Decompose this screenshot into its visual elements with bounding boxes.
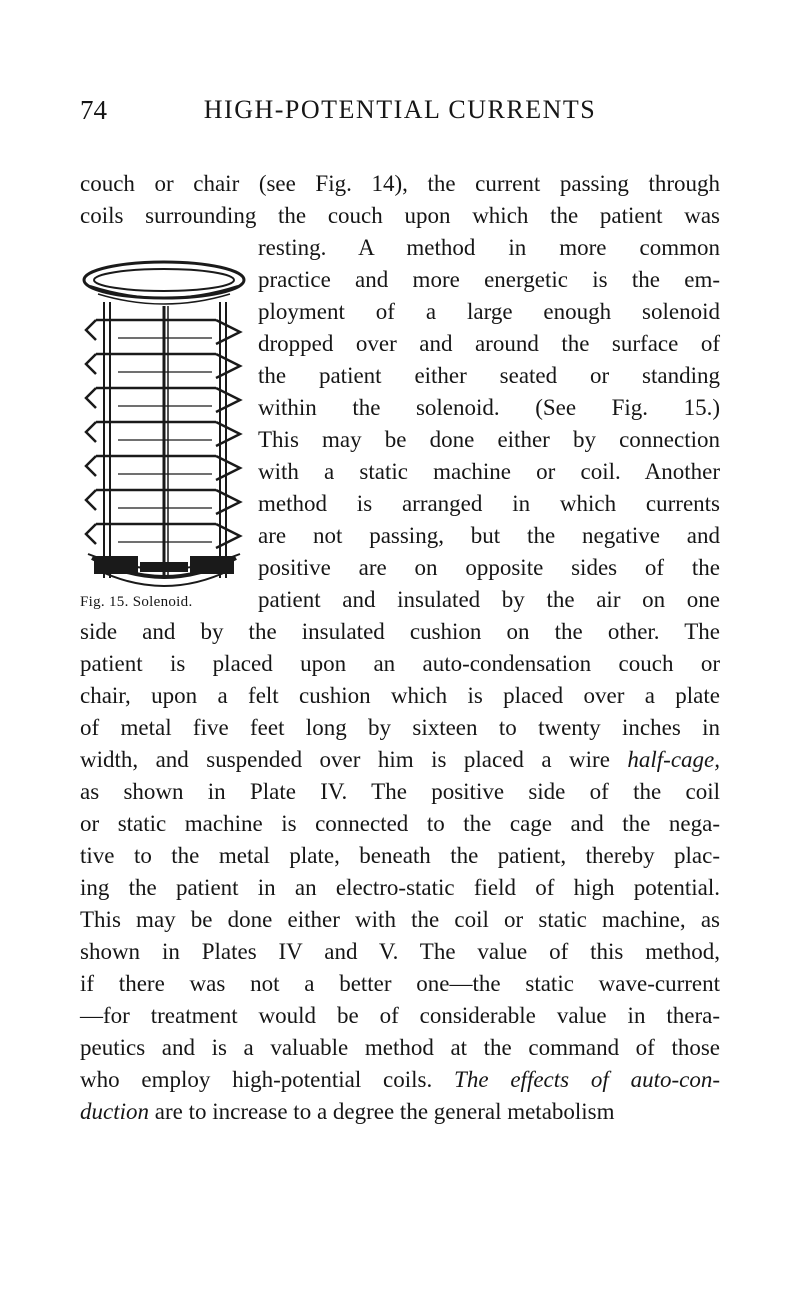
text-line: side and by the insulated cushion on the other. The [80, 619, 720, 644]
text-line: ing the patient in an electro-static field of high potential. [80, 875, 720, 900]
figure-caption: Fig. 15. Solenoid. [80, 594, 193, 610]
text-line: as shown in Plate IV. The positive side of the coil [80, 779, 720, 804]
text-line: method is arranged in which currents [258, 491, 720, 516]
text-line: positive are on opposite sides of the [258, 555, 720, 580]
text-segment: who employ high-potential coils. [80, 1067, 433, 1092]
text-line [80, 744, 720, 776]
solenoid-figure [80, 258, 248, 592]
text-line: coils surrounding the couch upon which the patient was [80, 203, 720, 228]
text-line: if there was not a better one—the static wave-current [80, 971, 720, 996]
italic-term: half-cage, [627, 747, 721, 772]
text-line: practice and more energetic is the em- [258, 267, 720, 292]
text-line: within the solenoid. (See Fig. 15.) [258, 395, 720, 420]
text-line: This may be done either with the coil or static machine, as [80, 907, 720, 932]
text-segment: are to increase to a degree the general metabolism [154, 1099, 615, 1124]
text-line: This may be done either by connection [258, 427, 720, 452]
text-line: tive to the metal plate, beneath the patient, thereby plac- [80, 843, 720, 868]
text-line: —for treatment would be of considerable value in thera- [80, 1003, 720, 1028]
page-number: 74 [80, 95, 107, 125]
text-line: peutics and is a valuable method at the command of those [80, 1035, 720, 1060]
text-line: with a static machine or coil. Another [258, 459, 720, 484]
italic-term: The effects of auto-con- [454, 1067, 721, 1092]
text-line: chair, upon a felt cushion which is placed over a plate [80, 683, 720, 708]
text-line: couch or chair (see Fig. 14), the current passing through [80, 171, 720, 196]
text-line [80, 1064, 720, 1096]
text-line: patient is placed upon an auto-condensation couch or [80, 651, 720, 676]
text-line: or static machine is connected to the cage and the nega- [80, 811, 720, 836]
text-line: of metal five feet long by sixteen to twenty inches in [80, 715, 720, 740]
page-header [80, 95, 720, 135]
text-line: ployment of a large enough solenoid [258, 299, 720, 324]
text-line: resting. A method in more common [258, 235, 720, 260]
text-line [80, 1096, 720, 1128]
text-line: the patient either seated or standing [258, 363, 720, 388]
text-segment: width, and suspended over him is placed a wire [80, 747, 610, 772]
text-line: patient and insulated by the air on one [258, 587, 720, 612]
solenoid-coil-illustration [80, 258, 248, 592]
text-line: dropped over and around the surface of [258, 331, 720, 356]
running-head: HIGH-POTENTIAL CURRENTS [203, 95, 597, 124]
italic-term: duction [80, 1099, 149, 1124]
text-line: shown in Plates IV and V. The value of this method, [80, 939, 720, 964]
text-line: are not passing, but the negative and [258, 523, 720, 548]
